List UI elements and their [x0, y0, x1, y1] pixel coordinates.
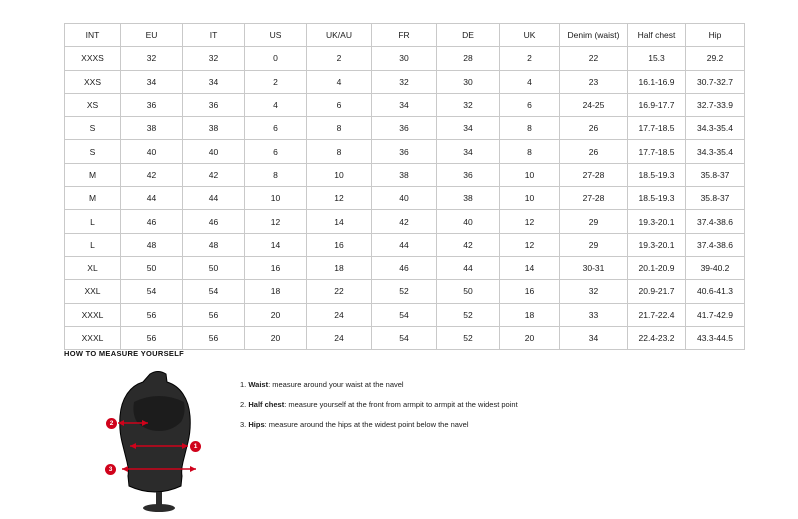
- table-cell: 16.1-16.9: [628, 70, 686, 93]
- table-column-header: UK/AU: [307, 24, 372, 47]
- table-cell: 38: [372, 163, 437, 186]
- table-column-header: FR: [372, 24, 437, 47]
- table-cell: 4: [500, 70, 560, 93]
- size-conversion-table: [64, 23, 745, 350]
- table-row: [65, 233, 745, 256]
- table-cell: XXXS: [65, 47, 121, 70]
- table-cell: 30-31: [560, 256, 628, 279]
- table-column-header: Hip: [686, 24, 745, 47]
- table-cell: 18: [500, 303, 560, 326]
- table-cell: 56: [183, 303, 245, 326]
- table-cell: M: [65, 187, 121, 210]
- table-cell: 34.3-35.4: [686, 117, 745, 140]
- table-cell: 26: [560, 140, 628, 163]
- table-cell: 10: [500, 187, 560, 210]
- table-cell: 38: [121, 117, 183, 140]
- table-cell: L: [65, 210, 121, 233]
- table-cell: 29.2: [686, 47, 745, 70]
- table-cell: 54: [372, 303, 437, 326]
- table-cell: 6: [500, 93, 560, 116]
- measure-badge-3: 3: [105, 464, 116, 475]
- table-column-header: Denim (waist): [560, 24, 628, 47]
- table-cell: 41.7-42.9: [686, 303, 745, 326]
- table-cell: 6: [245, 117, 307, 140]
- table-cell: 37.4-38.6: [686, 233, 745, 256]
- table-header-row: [65, 24, 745, 47]
- table-cell: 8: [500, 117, 560, 140]
- table-cell: 2: [307, 47, 372, 70]
- table-cell: 10: [245, 187, 307, 210]
- table-cell: M: [65, 163, 121, 186]
- table-cell: 34.3-35.4: [686, 140, 745, 163]
- table-cell: 8: [307, 117, 372, 140]
- table-column-header: DE: [437, 24, 500, 47]
- table-cell: 27-28: [560, 187, 628, 210]
- table-row: [65, 163, 745, 186]
- table-cell: 2: [500, 47, 560, 70]
- table-cell: 27-28: [560, 163, 628, 186]
- table-cell: 12: [500, 233, 560, 256]
- table-cell: 8: [500, 140, 560, 163]
- table-row: [65, 187, 745, 210]
- table-cell: 37.4-38.6: [686, 210, 745, 233]
- measure-step-label: Waist: [248, 380, 269, 389]
- table-cell: 24: [307, 326, 372, 349]
- table-cell: 14: [307, 210, 372, 233]
- table-row: [65, 256, 745, 279]
- table-cell: 38: [437, 187, 500, 210]
- table-cell: 39-40.2: [686, 256, 745, 279]
- table-row: [65, 280, 745, 303]
- table-row: [65, 47, 745, 70]
- table-column-header: IT: [183, 24, 245, 47]
- table-cell: XXS: [65, 70, 121, 93]
- table-cell: 34: [372, 93, 437, 116]
- table-cell: 21.7-22.4: [628, 303, 686, 326]
- table-cell: 29: [560, 210, 628, 233]
- table-cell: 40: [437, 210, 500, 233]
- measure-step-text: : measure around the hips at the widest point below the navel: [264, 420, 469, 429]
- table-cell: 19.3-20.1: [628, 233, 686, 256]
- table-cell: 10: [500, 163, 560, 186]
- measure-step: [240, 400, 518, 409]
- table-cell: 40.6-41.3: [686, 280, 745, 303]
- how-to-measure-body: [64, 368, 744, 513]
- table-cell: 12: [307, 187, 372, 210]
- table-cell: 50: [121, 256, 183, 279]
- table-cell: 32: [121, 47, 183, 70]
- table-cell: 24-25: [560, 93, 628, 116]
- table-column-header: INT: [65, 24, 121, 47]
- table-row: [65, 93, 745, 116]
- measure-steps-list: [240, 368, 518, 440]
- table-cell: 40: [183, 140, 245, 163]
- table-cell: 10: [307, 163, 372, 186]
- table-cell: 8: [307, 140, 372, 163]
- table-cell: 32: [183, 47, 245, 70]
- table-cell: 43.3-44.5: [686, 326, 745, 349]
- table-cell: 48: [183, 233, 245, 256]
- table-column-header: EU: [121, 24, 183, 47]
- table-cell: 52: [437, 303, 500, 326]
- how-to-measure-section: [64, 349, 744, 513]
- table-cell: 14: [500, 256, 560, 279]
- table-row: [65, 140, 745, 163]
- measure-step-number: 3.: [240, 420, 247, 429]
- table-cell: 42: [372, 210, 437, 233]
- table-cell: 50: [183, 256, 245, 279]
- measure-step: [240, 380, 518, 389]
- table-cell: 44: [121, 187, 183, 210]
- table-cell: 20: [245, 303, 307, 326]
- table-cell: 56: [121, 303, 183, 326]
- table-cell: 36: [372, 140, 437, 163]
- table-row: [65, 70, 745, 93]
- table-cell: 34: [437, 140, 500, 163]
- table-cell: 16: [307, 233, 372, 256]
- table-cell: 19.3-20.1: [628, 210, 686, 233]
- table-cell: 54: [121, 280, 183, 303]
- table-cell: L: [65, 233, 121, 256]
- table-cell: XXL: [65, 280, 121, 303]
- table-cell: 56: [121, 326, 183, 349]
- table-row: [65, 326, 745, 349]
- table-cell: 16.9-17.7: [628, 93, 686, 116]
- table-cell: 36: [121, 93, 183, 116]
- measure-step-label: Half chest: [248, 400, 285, 409]
- table-cell: 14: [245, 233, 307, 256]
- table-cell: 42: [121, 163, 183, 186]
- table-cell: 16: [500, 280, 560, 303]
- table-cell: 20.1-20.9: [628, 256, 686, 279]
- table-cell: 46: [121, 210, 183, 233]
- table-cell: 22.4-23.2: [628, 326, 686, 349]
- table-cell: 35.8-37: [686, 187, 745, 210]
- table-cell: 26: [560, 117, 628, 140]
- table-cell: 52: [372, 280, 437, 303]
- table-cell: 12: [245, 210, 307, 233]
- table-cell: 52: [437, 326, 500, 349]
- measure-step: [240, 420, 518, 429]
- table-cell: 16: [245, 256, 307, 279]
- table-cell: 32: [560, 280, 628, 303]
- table-cell: XXXL: [65, 326, 121, 349]
- table-row: [65, 210, 745, 233]
- table-cell: 32: [372, 70, 437, 93]
- table-cell: 50: [437, 280, 500, 303]
- table-cell: 18.5-19.3: [628, 163, 686, 186]
- table-cell: 33: [560, 303, 628, 326]
- table-column-header: UK: [500, 24, 560, 47]
- table-cell: 32: [437, 93, 500, 116]
- table-cell: 28: [437, 47, 500, 70]
- table-cell: 4: [245, 93, 307, 116]
- table-cell: 40: [121, 140, 183, 163]
- table-cell: XL: [65, 256, 121, 279]
- table-cell: 56: [183, 326, 245, 349]
- table-cell: 44: [437, 256, 500, 279]
- table-cell: 42: [437, 233, 500, 256]
- table-cell: 18: [245, 280, 307, 303]
- table-cell: 18.5-19.3: [628, 187, 686, 210]
- table-cell: 34: [437, 117, 500, 140]
- table-cell: 42: [183, 163, 245, 186]
- table-cell: S: [65, 140, 121, 163]
- table-cell: 12: [500, 210, 560, 233]
- table-cell: 15.3: [628, 47, 686, 70]
- table-column-header: Half chest: [628, 24, 686, 47]
- table-cell: 44: [183, 187, 245, 210]
- table-cell: 20: [500, 326, 560, 349]
- table-cell: 8: [245, 163, 307, 186]
- size-table-container: [64, 23, 734, 350]
- table-cell: 30: [372, 47, 437, 70]
- table-cell: 46: [372, 256, 437, 279]
- table-cell: 18: [307, 256, 372, 279]
- table-cell: 40: [372, 187, 437, 210]
- table-cell: 22: [560, 47, 628, 70]
- table-cell: 54: [183, 280, 245, 303]
- table-cell: 36: [183, 93, 245, 116]
- table-cell: 17.7-18.5: [628, 117, 686, 140]
- table-cell: 20: [245, 326, 307, 349]
- table-cell: 36: [437, 163, 500, 186]
- table-cell: XS: [65, 93, 121, 116]
- mannequin-illustration: [104, 368, 214, 513]
- table-cell: 30.7-32.7: [686, 70, 745, 93]
- table-cell: 4: [307, 70, 372, 93]
- measure-step-text: : measure around your waist at the navel: [268, 380, 404, 389]
- table-column-header: US: [245, 24, 307, 47]
- table-cell: 6: [245, 140, 307, 163]
- table-cell: 38: [183, 117, 245, 140]
- table-cell: 23: [560, 70, 628, 93]
- measure-step-text: : measure yourself at the front from armpit to armpit at the widest point: [284, 400, 518, 409]
- how-to-measure-title: HOW TO MEASURE YOURSELF: [64, 349, 184, 358]
- table-cell: 46: [183, 210, 245, 233]
- table-row: [65, 303, 745, 326]
- table-cell: 44: [372, 233, 437, 256]
- table-cell: 34: [121, 70, 183, 93]
- table-cell: 17.7-18.5: [628, 140, 686, 163]
- measure-step-label: Hips: [248, 420, 265, 429]
- measure-badge-2: 2: [106, 418, 117, 429]
- table-cell: 54: [372, 326, 437, 349]
- table-body: [65, 47, 745, 350]
- table-cell: 35.8-37: [686, 163, 745, 186]
- table-cell: 34: [560, 326, 628, 349]
- table-cell: 2: [245, 70, 307, 93]
- table-cell: 0: [245, 47, 307, 70]
- table-cell: 22: [307, 280, 372, 303]
- table-cell: 6: [307, 93, 372, 116]
- measure-step-number: 2.: [240, 400, 247, 409]
- table-cell: 24: [307, 303, 372, 326]
- table-cell: 20.9-21.7: [628, 280, 686, 303]
- table-cell: XXXL: [65, 303, 121, 326]
- table-cell: 29: [560, 233, 628, 256]
- measure-step-number: 1.: [240, 380, 247, 389]
- table-cell: 30: [437, 70, 500, 93]
- table-cell: 34: [183, 70, 245, 93]
- table-cell: 48: [121, 233, 183, 256]
- measure-badge-1: 1: [190, 441, 201, 452]
- table-cell: 36: [372, 117, 437, 140]
- table-row: [65, 117, 745, 140]
- table-cell: S: [65, 117, 121, 140]
- table-cell: 32.7-33.9: [686, 93, 745, 116]
